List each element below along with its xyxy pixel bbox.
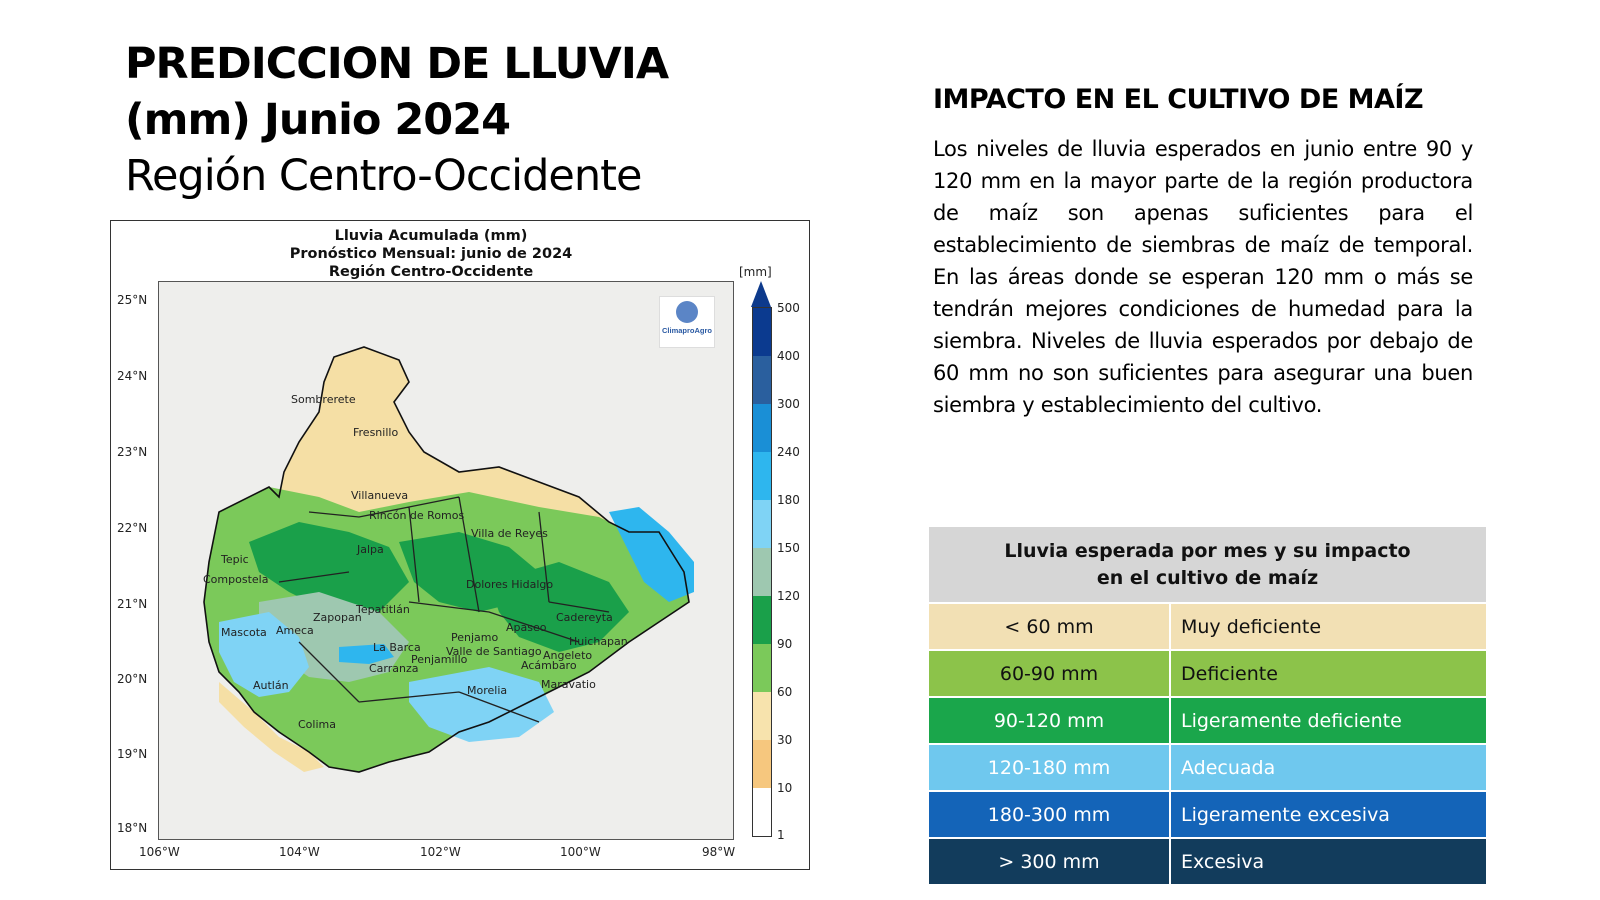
table-cell-range: > 300 mm <box>929 839 1171 884</box>
place-label: Jalpa <box>357 543 384 556</box>
colorbar <box>752 307 772 837</box>
colorbar-arrow-icon <box>751 281 771 307</box>
map-title-line3: Región Centro-Occidente <box>328 264 534 280</box>
lat-tick: 23°N <box>117 445 148 459</box>
place-label: Angeleto <box>543 649 593 662</box>
lon-tick: 98°W <box>702 845 736 859</box>
slide-title-line1: PREDICCION DE LLUVIA <box>125 39 669 89</box>
colorbar-segment <box>753 596 771 644</box>
place-label: Morelia <box>467 684 508 697</box>
table-cell-impact: Ligeramente excesiva <box>1171 792 1486 837</box>
colorbar-segment <box>753 692 771 740</box>
place-label: La Barca <box>373 641 421 654</box>
colorbar-label: 120 <box>777 589 800 603</box>
table-cell-impact: Deficiente <box>1171 651 1486 696</box>
place-label: Mascota <box>221 626 267 639</box>
impact-body-text: Los niveles de lluvia esperados en junio entre 90 y 120 mm en la mayor parte de la región productora de maíz son apenas suficientes para el establecimiento de siembras de maíz de temporal. En las áreas donde se esperan 120 mm o más se tendrán mejores condiciones de humedad para la siembra. Niveles de lluvia esperados por debajo de 60 mm no son suficientes para asegurar una buen siembra y establecimiento del cultivo. <box>933 137 1473 417</box>
table-cell-impact: Adecuada <box>1171 745 1486 790</box>
colorbar-segment <box>753 644 771 692</box>
colorbar-segment <box>753 740 771 788</box>
rainfall-map-figure <box>110 220 810 870</box>
colorbar-label: 500 <box>777 301 800 315</box>
table-cell-impact: Muy deficiente <box>1171 604 1486 649</box>
colorbar-label: 1 <box>777 828 785 842</box>
place-label: Apaseo <box>506 621 547 634</box>
impact-heading: IMPACTO EN EL CULTIVO DE MAÍZ <box>933 84 1424 115</box>
colorbar-segment <box>753 308 771 356</box>
climaproagro-logo <box>659 296 715 348</box>
place-label: Compostela <box>203 573 269 586</box>
table-row <box>929 837 1486 884</box>
table-cell-range: 90-120 mm <box>929 698 1171 743</box>
lat-tick: 25°N <box>117 293 148 307</box>
place-label: Autlán <box>253 679 289 692</box>
table-row <box>929 790 1486 837</box>
place-label: Dolores Hidalgo <box>466 578 554 591</box>
place-label: Zapopan <box>313 611 362 624</box>
place-label: Fresnillo <box>353 426 399 439</box>
lon-tick: 102°W <box>420 845 461 859</box>
slide-title-line2: (mm) Junio 2024 <box>125 95 511 145</box>
place-label: Ameca <box>276 624 314 637</box>
slide-title-block <box>125 36 765 204</box>
lat-tick: 18°N <box>117 821 148 835</box>
colorbar-label: 30 <box>777 733 793 747</box>
lat-tick: 22°N <box>117 521 148 535</box>
colorbar-segment <box>753 788 771 836</box>
colorbar-segment <box>753 500 771 548</box>
colorbar-label: 10 <box>777 781 793 795</box>
place-label: Penjamillo <box>411 653 468 666</box>
place-label: Villanueva <box>351 489 409 502</box>
place-label: Rincón de Romos <box>369 509 465 522</box>
place-label: Acámbaro <box>521 659 577 672</box>
place-label: Villa de Reyes <box>471 527 548 540</box>
place-label: Valle de Santiago <box>446 645 542 658</box>
rain-impact-table <box>929 527 1486 884</box>
place-label: Carranza <box>369 662 419 675</box>
colorbar-segment <box>753 356 771 404</box>
colorbar-label: 60 <box>777 685 793 699</box>
lat-tick: 21°N <box>117 597 148 611</box>
table-cell-impact: Ligeramente deficiente <box>1171 698 1486 743</box>
table-row <box>929 696 1486 743</box>
table-cell-range: 180-300 mm <box>929 792 1171 837</box>
table-header-line1: Lluvia esperada por mes y su impacto <box>1004 539 1411 562</box>
lat-tick: 24°N <box>117 369 148 383</box>
table-row <box>929 649 1486 696</box>
map-title-line1: Lluvia Acumulada (mm) <box>334 228 528 244</box>
colorbar-label: 90 <box>777 637 793 651</box>
colorbar-label: 300 <box>777 397 800 411</box>
table-header-line2: en el cultivo de maíz <box>1096 566 1319 589</box>
table-cell-range: 120-180 mm <box>929 745 1171 790</box>
lon-tick: 104°W <box>279 845 320 859</box>
place-label: Cadereyta <box>556 611 613 624</box>
place-label: Colima <box>298 718 336 731</box>
colorbar-segment <box>753 404 771 452</box>
place-label: Maravatio <box>541 678 596 691</box>
logo-globe-icon <box>676 301 698 323</box>
colorbar-label: 400 <box>777 349 800 363</box>
place-label: Tepic <box>221 553 249 566</box>
place-label: Huichapan <box>569 635 628 648</box>
slide-subtitle: Región Centro-Occidente <box>125 151 642 201</box>
colorbar-unit: [mm] <box>739 265 772 279</box>
colorbar-segment <box>753 452 771 500</box>
colorbar-label: 150 <box>777 541 800 555</box>
place-label: Penjamo <box>451 631 499 644</box>
colorbar-segment <box>753 548 771 596</box>
map-title-line2: Pronóstico Mensual: junio de 2024 <box>289 246 573 262</box>
table-cell-range: < 60 mm <box>929 604 1171 649</box>
place-label: Sombrerete <box>291 393 356 406</box>
place-label: Tepatitlán <box>356 603 410 616</box>
table-cell-impact: Excesiva <box>1171 839 1486 884</box>
table-row <box>929 602 1486 649</box>
lon-tick: 106°W <box>139 845 180 859</box>
lon-tick: 100°W <box>560 845 601 859</box>
table-header <box>929 527 1486 602</box>
lat-tick: 20°N <box>117 672 148 686</box>
lat-tick: 19°N <box>117 747 148 761</box>
table-cell-range: 60-90 mm <box>929 651 1171 696</box>
logo-text: ClimaproAgro <box>661 326 712 335</box>
table-row <box>929 743 1486 790</box>
colorbar-label: 240 <box>777 445 800 459</box>
colorbar-label: 180 <box>777 493 800 507</box>
